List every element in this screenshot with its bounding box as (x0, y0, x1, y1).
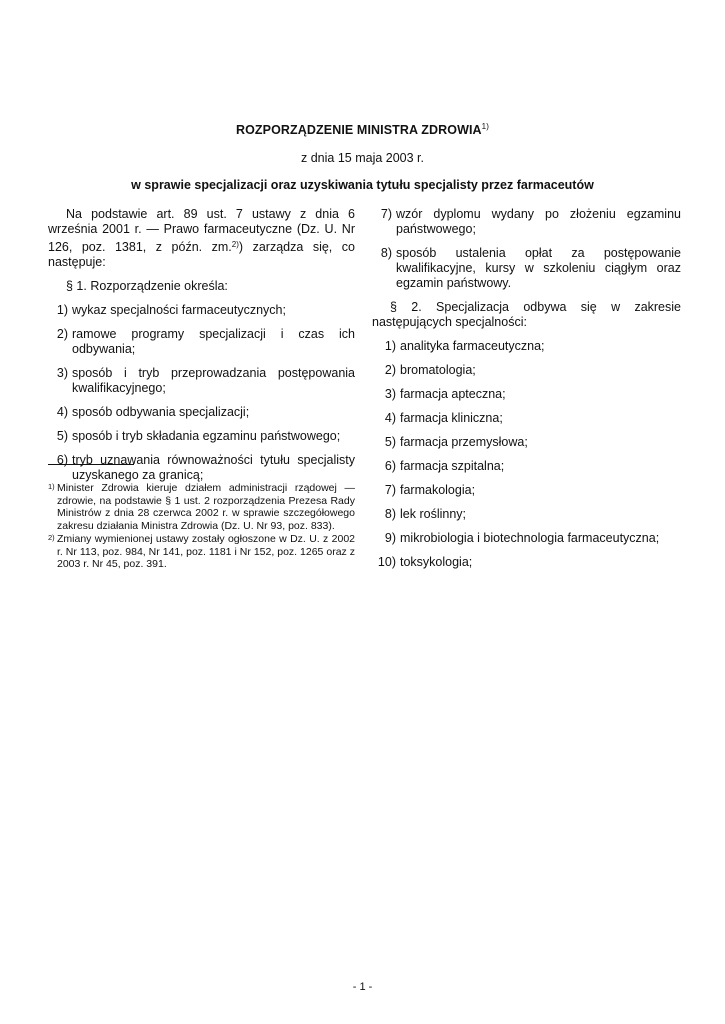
list-item: 2) ramowe programy specjalizacji i czas ich odbywania; (56, 327, 355, 356)
list-item: 8) sposób ustalenia opłat za postępowanie kwalifikacyjne, kursy w szkoleniu ciągłym oraz egzamin państwowy. (380, 246, 681, 290)
section-2-heading: § 2. Specjalizacja odbywa się w zakresie następujących specjalności: (372, 300, 681, 329)
list-item: 1) analityka farmaceutyczna; (384, 339, 545, 353)
list-item: 7) wzór dyplomu wydany po złożeniu egzaminu państwowego; (380, 207, 681, 236)
footnote-divider (48, 464, 134, 465)
document-date: z dnia 15 maja 2003 r. (301, 151, 424, 165)
list-item: 7) farmakologia; (384, 483, 476, 497)
title-footnote-ref: 1) (481, 122, 489, 131)
right-column (372, 207, 681, 579)
list-item: 5) sposób i tryb składania egzaminu państwowego; (56, 429, 341, 443)
page-number: - 1 - (352, 981, 373, 993)
list-item: 9) mikrobiologia i biotechnologia farmaceutyczna; (384, 531, 660, 545)
list-item: 4) sposób odbywania specjalizacji; (56, 405, 250, 419)
document-subject: w sprawie specjalizacji oraz uzyskiwania tytułu specjalisty przez farmaceutów (131, 178, 594, 192)
footnote: 2) Zmiany wymienionej ustawy zostały ogłoszone w Dz. U. z 2002 r. Nr 113, poz. 984, Nr 141, poz. 1181 i Nr 152, poz. 1265 oraz z 2003 r. Nr 45, poz. 391. (48, 533, 355, 570)
left-column (48, 207, 355, 492)
list-item: 3) sposób i tryb przeprowadzania postępowania kwalifikacyjnego; (56, 366, 355, 395)
list-item: 6) tryb uznawania równoważności tytułu specjalisty uzyskanego za granicą; (56, 453, 355, 482)
list-item: 6) farmacja szpitalna; (384, 459, 505, 473)
footnotes (48, 482, 355, 572)
section-1-heading: § 1. Rozporządzenie określa: (66, 279, 228, 293)
intro-paragraph: Na podstawie art. 89 ust. 7 ustawy z dnia 6 września 2001 r. — Prawo farmaceutyczne (Dz. U. Nr 126, poz. 1381, z późn. zm.$^{2)}$) zarządza się, co następuje: (48, 207, 355, 269)
list-item: 1) wykaz specjalności farmaceutycznych; (56, 303, 286, 317)
list-item: 10) toksykologia; (377, 555, 473, 569)
list-item: 2) bromatologia; (384, 363, 476, 377)
intro-footnote-ref: 2) (231, 240, 239, 249)
footnote: 1) Minister Zdrowia kieruje działem administracji rządowej — zdrowie, na podstawie § 1 ust. 2 rozporządzenia Prezesa Rady Ministrów z dnia 28 czerwca 2002 r. w sprawie szczegółowego zakresu działania Ministra Zdrowia (Dz. U. Nr 93, poz. 833). (48, 482, 355, 532)
list-item: 8) lek roślinny; (384, 507, 466, 521)
list-item: 3) farmacja apteczna; (384, 387, 506, 401)
list-item: 5) farmacja przemysłowa; (384, 435, 528, 449)
list-item: 4) farmacja kliniczna; (384, 411, 503, 425)
document-title: ROZPORZĄDZENIE MINISTRA ZDROWIA$^{1)}$ (235, 122, 489, 137)
